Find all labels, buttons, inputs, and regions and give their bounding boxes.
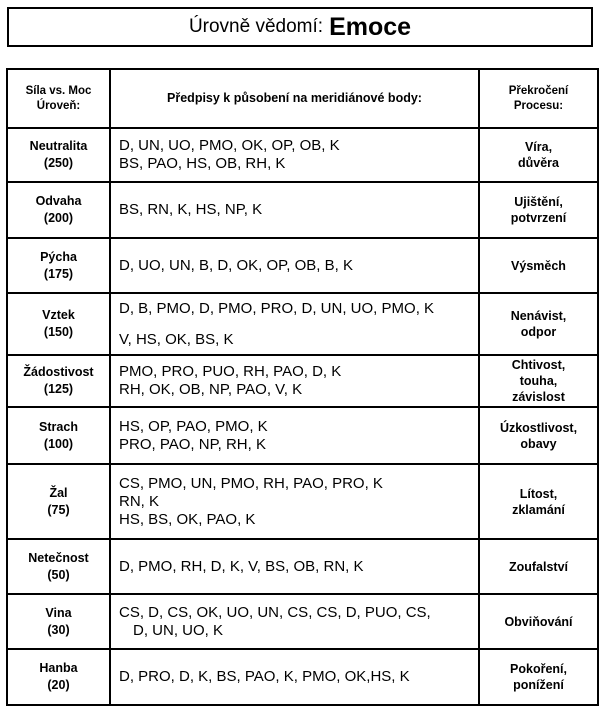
- transcend-cell: [479, 539, 598, 594]
- level-value: (50): [47, 567, 70, 582]
- transcend-text: Chtivost,: [511, 358, 566, 372]
- table-row: [7, 355, 598, 407]
- table-header-row: [7, 69, 598, 128]
- level-name: Vina: [45, 605, 72, 620]
- prescription-line: RN, K: [119, 492, 160, 510]
- header-transcend: [479, 69, 598, 128]
- prescription-line: PMO, PRO, PUO, RH, PAO, D, K: [119, 363, 342, 380]
- transcend-text: Víra,: [524, 140, 553, 154]
- prescription-cell: [110, 182, 479, 238]
- prescription-line: D, UN, UO, K: [133, 621, 224, 639]
- level-cell: [7, 407, 110, 464]
- transcend-text: ponížení: [513, 678, 564, 692]
- prescription-cell: [110, 464, 479, 539]
- prescription-line: D, B, PMO, D, PMO, PRO, D, UN, UO, PMO, K: [119, 299, 435, 317]
- header-transcend-line2: Procesu:: [513, 99, 564, 112]
- prescription-line: V, HS, OK, BS, K: [119, 330, 234, 348]
- level-cell: [7, 182, 110, 238]
- level-cell: [7, 649, 110, 705]
- prescription-cell: [110, 238, 479, 293]
- prescription-cell: [110, 649, 479, 705]
- transcend-text: Pokoření,: [510, 662, 567, 676]
- transcend-text: touha,: [519, 374, 558, 388]
- prescription-line: PRO, PAO, NP, RH, K: [119, 435, 266, 453]
- page-title-prefix: Úrovně vědomí:: [188, 16, 324, 37]
- table-row: [7, 407, 598, 464]
- prescription-line: CS, D, CS, OK, UO, UN, CS, CS, D, PUO, CS,: [119, 603, 431, 621]
- transcend-cell: [479, 182, 598, 238]
- transcend-cell: [479, 594, 598, 649]
- level-cell: [7, 293, 110, 355]
- transcend-cell: [479, 238, 598, 293]
- level-cell: [7, 238, 110, 293]
- transcend-text: Nenávist,: [510, 309, 567, 323]
- level-cell: [7, 355, 110, 407]
- prescription-cell: [110, 293, 479, 355]
- transcend-text: obavy: [520, 436, 557, 451]
- level-name: Žádostivost: [23, 365, 94, 379]
- table-row: [7, 128, 598, 182]
- level-value: (250): [43, 156, 74, 170]
- transcend-cell: [479, 464, 598, 539]
- prescription-cell: [110, 407, 479, 464]
- header-level-line2: Úroveň:: [36, 99, 81, 112]
- level-value: (75): [47, 502, 70, 517]
- table-row: [7, 293, 598, 355]
- table-row: [7, 649, 598, 705]
- prescription-line: D, PRO, D, K, BS, PAO, K, PMO, OK,HS, K: [119, 668, 410, 685]
- level-value: (125): [43, 382, 74, 396]
- transcend-cell: [479, 355, 598, 407]
- table-row: [7, 539, 598, 594]
- prescription-line: BS, PAO, HS, OB, RH, K: [119, 155, 286, 172]
- prescription-line: CS, PMO, UN, PMO, RH, PAO, PRO, K: [119, 474, 383, 492]
- prescription-cell: [110, 128, 479, 182]
- level-name: Odvaha: [35, 194, 82, 208]
- table-row: [7, 594, 598, 649]
- transcend-cell: [479, 407, 598, 464]
- level-name: Vztek: [42, 308, 75, 322]
- prescription-cell: [110, 539, 479, 594]
- prescription-line: D, PMO, RH, D, K, V, BS, OB, RN, K: [119, 557, 364, 575]
- prescription-cell: [110, 594, 479, 649]
- level-cell: [7, 594, 110, 649]
- transcend-cell: [479, 293, 598, 355]
- prescription-line: D, UO, UN, B, D, OK, OP, OB, B, K: [119, 256, 353, 274]
- level-cell: [7, 128, 110, 182]
- level-name: Hanba: [39, 661, 78, 675]
- level-cell: [7, 539, 110, 594]
- prescription-line: HS, BS, OK, PAO, K: [119, 510, 256, 528]
- emotion-levels-table: [6, 68, 599, 706]
- level-value: (175): [43, 266, 74, 281]
- prescription-line: RH, OK, OB, NP, PAO, V, K: [119, 381, 303, 398]
- transcend-text: odpor: [520, 325, 557, 339]
- transcend-text: Obviňování: [504, 614, 573, 629]
- level-name: Netečnost: [28, 550, 89, 565]
- transcend-text: Zoufalství: [508, 559, 569, 574]
- prescription-line: D, UN, UO, PMO, OK, OP, OB, K: [119, 137, 340, 154]
- header-transcend-line1: Překročení: [508, 84, 569, 97]
- transcend-text: potvrzení: [510, 211, 567, 225]
- level-value: (20): [47, 678, 70, 692]
- header-level: [7, 69, 110, 128]
- transcend-text: Lítost,: [519, 486, 558, 501]
- table-row: [7, 238, 598, 293]
- level-name: Strach: [39, 419, 78, 434]
- header-prescriptions: Předpisy k působení na meridiánové body:: [110, 69, 479, 128]
- level-value: (30): [47, 622, 70, 637]
- transcend-text: Ujištění,: [514, 195, 563, 209]
- table-row: [7, 464, 598, 539]
- prescription-cell: [110, 355, 479, 407]
- transcend-text: závislost: [512, 390, 565, 404]
- prescription-line: BS, RN, K, HS, NP, K: [119, 201, 263, 218]
- page-title-box: [7, 7, 593, 47]
- table-row: [7, 182, 598, 238]
- level-name: Žal: [49, 485, 68, 500]
- level-value: (100): [43, 436, 74, 451]
- page-title-main: Emoce: [329, 12, 412, 41]
- prescription-line: HS, OP, PAO, PMO, K: [119, 417, 268, 435]
- level-name: Pýcha: [40, 249, 77, 264]
- transcend-cell: [479, 649, 598, 705]
- level-name: Neutralita: [29, 139, 88, 153]
- transcend-text: zklamání: [512, 502, 565, 517]
- transcend-text: Úzkostlivost,: [499, 420, 578, 435]
- transcend-text: Výsměch: [511, 258, 566, 273]
- transcend-cell: [479, 128, 598, 182]
- level-cell: [7, 464, 110, 539]
- level-value: (150): [43, 325, 74, 339]
- transcend-text: důvěra: [518, 156, 559, 170]
- header-level-line1: Síla vs. Moc: [25, 84, 92, 97]
- level-value: (200): [43, 211, 74, 225]
